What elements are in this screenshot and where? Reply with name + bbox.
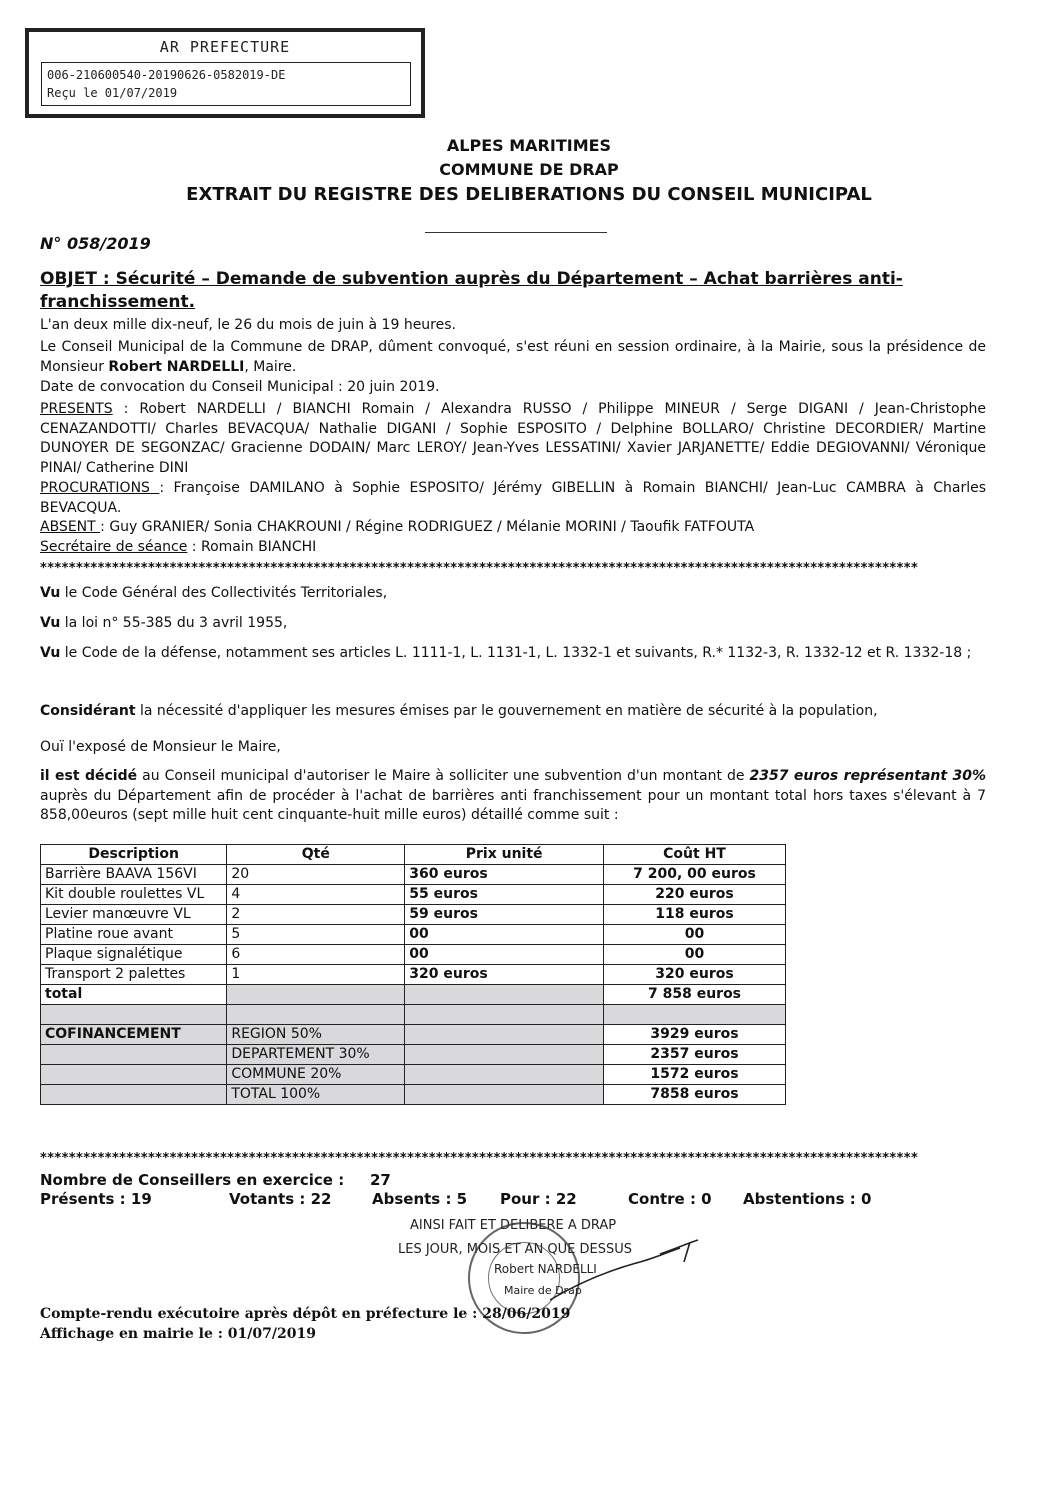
- cofinancement-row: COFINANCEMENT REGION 50% 3929 euros: [41, 1025, 786, 1045]
- table-header-row: [41, 845, 786, 865]
- table-empty-row: [41, 1005, 786, 1025]
- header-department: ALPES MARITIMES: [446, 136, 612, 155]
- vote-presents: Présents : 19: [40, 1190, 152, 1208]
- secretary: Secrétaire de séance : Romain BIANCHI: [40, 539, 317, 555]
- intro-date: L'an deux mille dix-neuf, le 26 du mois de juin à 19 heures.: [40, 317, 456, 333]
- considerant: Considérant la nécessité d'appliquer les mesures émises par le gouvernement en matière de sécurité à la population,: [40, 703, 878, 719]
- conseillers-count: Nombre de Conseillers en exercice : 27: [40, 1171, 391, 1189]
- signatory-title: Maire de Drap: [504, 1284, 582, 1297]
- ar-prefecture-stamp: [25, 28, 425, 118]
- footer-executoire: Compte-rendu exécutoire après dépôt en préfecture le : 28/06/2019: [40, 1306, 571, 1322]
- header-title: EXTRAIT DU REGISTRE DES DELIBERATIONS DU CONSEIL MUNICIPAL: [186, 184, 872, 205]
- procurations-label: PROCURATIONS: [40, 480, 160, 496]
- table-row: Transport 2 palettes 1 320 euros 320 euros: [41, 965, 786, 985]
- ar-stamp-details: [41, 62, 411, 106]
- vu-loi: Vu la loi n° 55-385 du 3 avril 1955,: [40, 615, 288, 631]
- col-header-description: Description: [41, 845, 227, 865]
- decision: il est décidé au Conseil municipal d'autoriser le Maire à solliciter une subvention d'un montant de 2357 euros représentant 30% auprès du Département afin de procéder à l'achat de barrières anti franchissement pour un montant total hors taxes s'élevant à 7 858,00euros (sept mille huit cent cinquante-huit mille euros) détaillé comme suit :: [40, 768, 987, 823]
- vote-contre: Contre : 0: [628, 1190, 712, 1208]
- header-commune: COMMUNE DE DRAP: [439, 160, 619, 179]
- ar-stamp-title: AR PREFECTURE: [159, 38, 291, 56]
- signature-line2: LES JOUR, MOIS ET AN QUE DESSUS: [398, 1242, 633, 1257]
- decision-amount: 2357 euros représentant 30%: [749, 768, 987, 784]
- mayor-name: Robert NARDELLI: [108, 358, 245, 375]
- secretary-label: Secrétaire de séance: [40, 539, 188, 555]
- signature-line1: AINSI FAIT ET DELIBERE A DRAP: [410, 1218, 617, 1233]
- cofinancement-row: TOTAL 100% 7858 euros: [41, 1085, 786, 1105]
- col-header-cost: Coût HT: [604, 845, 786, 865]
- deliberation-subject: OBJET : Sécurité – Demande de subvention auprès du Département – Achat barrières anti-franchissement.: [40, 269, 903, 312]
- table-row: Kit double roulettes VL 4 55 euros 220 euros: [41, 885, 786, 905]
- cost-table: [40, 844, 786, 1105]
- ar-stamp-received: Reçu le 01/07/2019: [47, 86, 178, 100]
- vote-absents: Absents : 5: [372, 1190, 468, 1208]
- footer-affichage: Affichage en mairie le : 01/07/2019: [40, 1326, 316, 1342]
- vote-votants: Votants : 22: [229, 1190, 332, 1208]
- signatory-name: Robert NARDELLI: [494, 1262, 597, 1276]
- table-row: Barrière BAAVA 156VI 20 360 euros 7 200, 00 euros: [41, 865, 786, 885]
- table-row: Levier manœuvre VL 2 59 euros 118 euros: [41, 905, 786, 925]
- ar-stamp-ref: 006-210600540-20190626-0582019-DE: [47, 68, 286, 82]
- col-header-qty: Qté: [227, 845, 405, 865]
- deliberation-number: N° 058/2019: [40, 234, 151, 253]
- table-row: Plaque signalétique 6 00 00: [41, 945, 786, 965]
- intro-session: Le Conseil Municipal de la Commune de DRAP, dûment convoqué, s'est réuni en session ordinaire, à la Mairie, sous la présidence de Monsieur Robert NARDELLI, Maire.: [40, 339, 986, 375]
- separator-stars-bottom: **************************************************************************************************************************: [40, 1152, 919, 1166]
- vu-cgct: Vu le Code Général des Collectivités Territoriales,: [40, 585, 388, 601]
- intro-convocation: Date de convocation du Conseil Municipal : 20 juin 2019.: [40, 379, 440, 395]
- presents-list: PRESENTS : Robert NARDELLI / BIANCHI Romain / Alexandra RUSSO / Philippe MINEUR / Serge DIGANI / Jean-Christophe CENAZANDOTTI/ Charles BEVACQUA/ Nathalie DIGANI / Sophie ESPOSITO / Delphine BOLLARO/ Christine DECORDIER/ Martine DUNOYER DE SEGONZAC/ Gracienne DODAIN/ Marc LEROY/ Jean-Yves LESSATINI/ Xavier JARJANETTE/ Eddie DEGIOVANNI/ Véronique PINAI/ Catherine DINI: [40, 401, 986, 476]
- cofinancement-row: COMMUNE 20% 1572 euros: [41, 1065, 786, 1085]
- vu-code-defense: Vu le Code de la défense, notamment ses articles L. 1111-1, L. 1131-1, L. 1332-1 et suivants, R.* 1132-3, R. 1332-12 et R. 1332-18 ;: [40, 645, 972, 661]
- procurations-list: PROCURATIONS : Françoise DAMILANO à Sophie ESPOSITO/ Jérémy GIBELLIN à Romain BIANCHI/ Jean-Luc CAMBRA à Charles BEVACQUA.: [40, 480, 986, 516]
- header-divider: [425, 232, 607, 233]
- col-header-unit-price: Prix unité: [405, 845, 604, 865]
- handwritten-signature: [540, 1222, 710, 1312]
- table-total-row: total 7 858 euros: [41, 985, 786, 1005]
- absent-list: ABSENT : Guy GRANIER/ Sonia CHAKROUNI / Régine RODRIGUEZ / Mélanie MORINI / Taoufik FATFOUTA: [40, 519, 755, 535]
- absent-label: ABSENT: [40, 519, 101, 535]
- separator-stars-top: **************************************************************************************************************************: [40, 562, 919, 576]
- table-row: Platine roue avant 5 00 00: [41, 925, 786, 945]
- vote-pour: Pour : 22: [500, 1190, 577, 1208]
- presents-label: PRESENTS: [40, 401, 113, 417]
- vote-abstentions: Abstentions : 0: [743, 1190, 872, 1208]
- cofinancement-row: DEPARTEMENT 30% 2357 euros: [41, 1045, 786, 1065]
- oui-expose: Ouï l'exposé de Monsieur le Maire,: [40, 739, 281, 755]
